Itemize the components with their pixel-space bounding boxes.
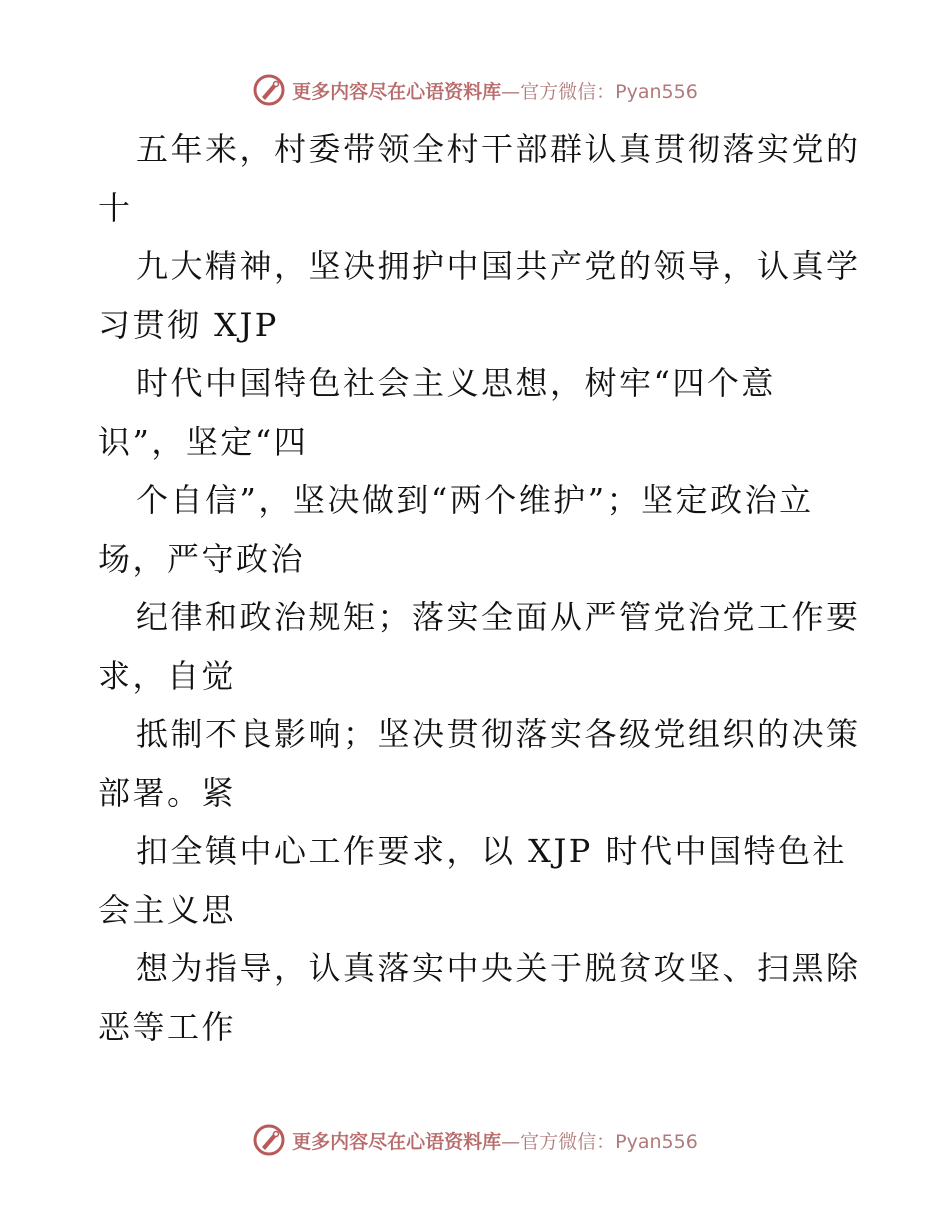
paragraph-line: 十 — [98, 188, 133, 227]
paragraph-line: 求，自觉 — [98, 656, 237, 695]
paragraph-line: 习贯彻 XJP — [98, 305, 279, 344]
document-body — [98, 120, 861, 1056]
paragraph-line: 扣全镇中心工作要求，以 XJP 时代中国特色社 — [136, 832, 847, 870]
header-banner-suffix-text: —官方微信：Pyan556 — [501, 80, 698, 103]
paragraph-line: 部署。紧 — [98, 773, 237, 812]
paragraph-line: 恶等工作 — [98, 1007, 237, 1046]
paragraph-line: 个自信”，坚决做到“两个维护”；坚定政治立 — [136, 481, 814, 519]
pen-seal-logo-icon — [252, 73, 286, 107]
header-banner-main-text: 更多内容尽在心语资料库 — [292, 80, 502, 103]
paragraph-line: 五年来，村委带领全村干部群认真贯彻落实党的 — [136, 130, 861, 168]
footer-banner-main-text: 更多内容尽在心语资料库 — [292, 1130, 502, 1153]
header-watermark-banner — [0, 70, 950, 110]
paragraph-line: 纪律和政治规矩；落实全面从严管党治党工作要 — [136, 598, 861, 636]
paragraph-line: 九大精神，坚决拥护中国共产党的领导，认真学 — [136, 247, 861, 285]
footer-watermark-banner — [0, 1120, 950, 1160]
paragraph-line: 会主义思 — [98, 890, 237, 929]
footer-banner-suffix-text: —官方微信：Pyan556 — [501, 1130, 698, 1153]
paragraph-line: 场，严守政治 — [98, 539, 306, 578]
paragraph-line: 抵制不良影响；坚决贯彻落实各级党组织的决策 — [136, 715, 861, 753]
paragraph-line: 识”，坚定“四 — [98, 422, 309, 461]
paragraph-line: 时代中国特色社会主义思想，树牢“四个意 — [136, 364, 776, 402]
paragraph-line: 想为指导，认真落实中央关于脱贫攻坚、扫黑除 — [136, 949, 861, 987]
pen-seal-logo-icon — [252, 1123, 286, 1157]
